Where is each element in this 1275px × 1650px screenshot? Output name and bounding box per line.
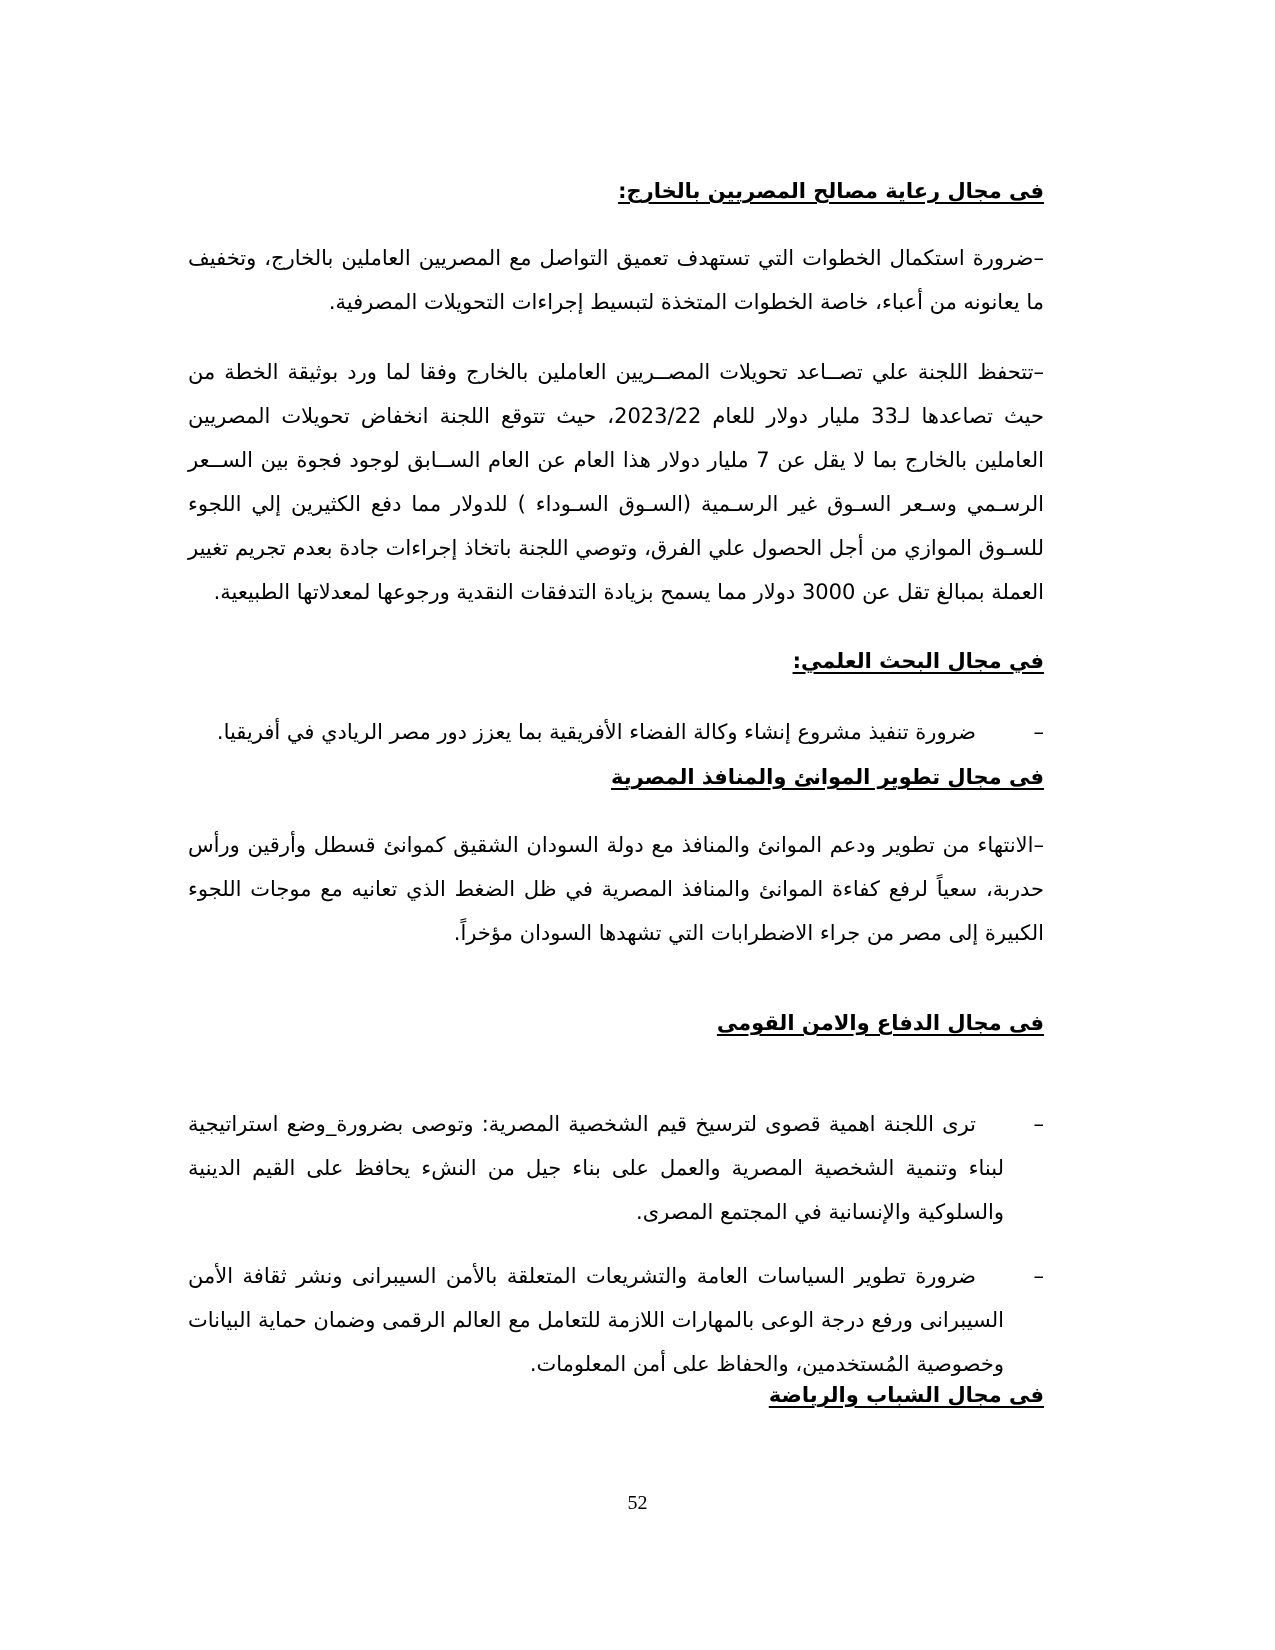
document-page: [188, 0, 1044, 1650]
section-heading-youth-sports: فى مجال الشباب والرياضة: [768, 1383, 1044, 1407]
paragraph-expatriates-outreach: –ضرورة استكمال الخطوات التي تستهدف تعميق التواصل مع المصريين العاملين بالخارج، وتخفيف ما يعانونه من أعباء، خاصة الخطوات المتخذة لتبسيط إجراءات التحويلات المصرفية.: [188, 246, 1044, 314]
bullet-text: ترى اللجنة اهمية قصوى لترسيخ قيم الشخصية المصرية: وتوصى بضرورة_وضع استراتيجية لبناء وتنمية الشخصية المصرية والعمل على بناء جيل من النشء يحافظ على القيم الدينية والسلوكية والإنسانية في المجتمع المصرى.: [188, 1112, 1004, 1224]
bullet-dash: –: [1033, 1112, 1044, 1136]
bullet-item-cybersecurity: [188, 1254, 1044, 1386]
paragraph-sudan-ports: –الانتهاء من تطوير ودعم الموانئ والمنافذ مع دولة السودان الشقيق كموانئ قسطل وأرقين ورأس حدربة، سعياً لرفع كفاءة الموانئ والمنافذ المصرية في ظل الضغط الذي تعانيه مع موجات اللجوء الكبيرة إلى مصر من جراء الاضطرابات التي تشهدها السودان مؤخراً.: [188, 833, 1044, 945]
page-number: 52: [627, 1492, 648, 1514]
bullet-item-space-agency: [188, 710, 1044, 754]
bullet-text: ضرورة تنفيذ مشروع إنشاء وكالة الفضاء الأفريقية بما يعزز دور مصر الريادي في أفريقيا.: [216, 720, 976, 744]
bullet-dash: –: [1033, 1264, 1044, 1288]
bullet-dash: –: [1033, 720, 1044, 744]
section-heading-scientific-research: في مجال البحث العلمي:: [792, 649, 1044, 673]
section-heading-expatriates: فى مجال رعاية مصالح المصريين بالخارج:: [618, 179, 1044, 203]
section-heading-defense: فى مجال الدفاع والامن القومى: [716, 1011, 1044, 1035]
section-heading-ports: فى مجال تطوير الموانئ والمنافذ المصرية: [610, 765, 1044, 789]
bullet-item-egyptian-identity: [188, 1102, 1044, 1234]
paragraph-remittances: –تتحفظ اللجنة علي تصــاعد تحويلات المصــريين العاملين بالخارج وفقا لما ورد بوثيقة الخطة من حيث تصاعدها لـ33 مليار دولار للعام 2023/22، حيث تتوقع اللجنة انخفاض تحويلات المصريين العاملين بالخارج بما لا يقل عن 7 مليار دولار هذا العام عن العام الســابق لوجود فجوة بين الســعر الرسـمي وسـعر السـوق غير الرسـمية (السـوق السـوداء ) للدولار مما دفع الكثيرين إلي اللجوء للسـوق الموازي من أجل الحصول علي الفرق، وتوصي اللجنة باتخاذ إجراءات جادة بعدم تجريم تغيير العملة بمبالغ تقل عن 3000 دولار مما يسمح بزيادة التدفقات النقدية ورجوعها لمعدلاتها الطبيعية.: [188, 360, 1044, 604]
bullet-text: ضرورة تطوير السياسات العامة والتشريعات المتعلقة بالأمن السيبرانى ونشر ثقافة الأمن السيبرانى ورفع درجة الوعى بالمهارات اللازمة للتعامل مع العالم الرقمى وضمان حماية البيانات وخصوصية المُستخدمين، والحفاظ على أمن المعلومات.: [188, 1264, 1004, 1376]
